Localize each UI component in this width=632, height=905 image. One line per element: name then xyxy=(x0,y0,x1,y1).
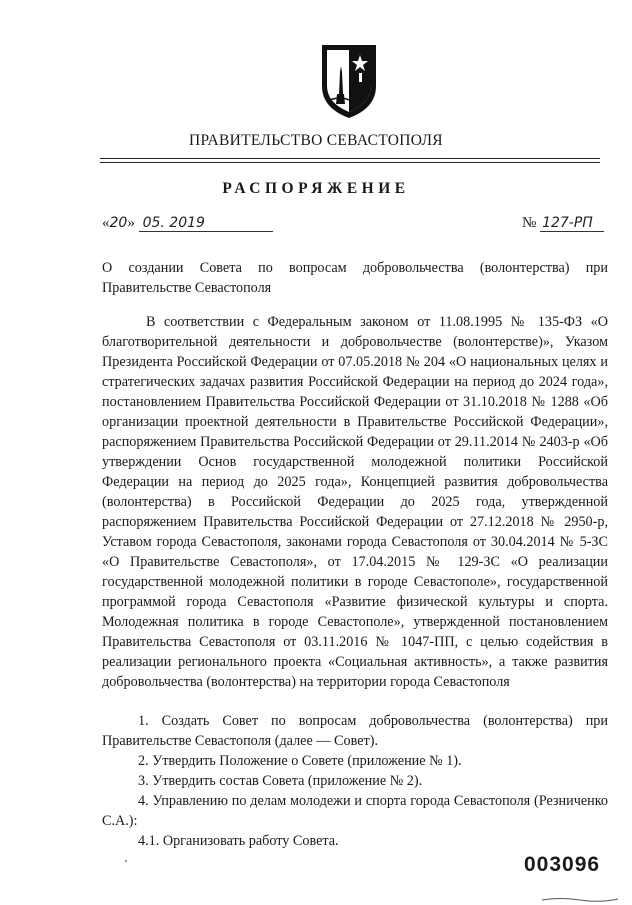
document-number xyxy=(522,215,604,232)
decision-item: 1. Создать Совет по вопросам добровольчества (волонтерства) при Правительстве Севастополя (далее — Совет). xyxy=(102,713,608,749)
decision-item: 3. Утвердить состав Совета (приложение № 2). xyxy=(138,773,423,789)
government-title: ПРАВИТЕЛЬСТВО СЕВАСТОПОЛЯ xyxy=(189,132,443,149)
date-close-quote: » xyxy=(127,215,135,231)
preamble-paragraph: В соответствии с Федеральным законом от 11.08.1995 № 135-ФЗ «О благотворительной деятельности и добровольчестве (волонтерстве)», Указом Президента Российской Федерации от 07.05.2018 № 204 «О национальных целях и стратегических задачах развития Российской Федерации на период до 2024 года», постановлением Правительства Российской Федерации от 31.10.2018 № 1288 «Об организации проектной деятельности в Правительстве Российской Федерации», распоряжением Правительства Российской Федерации от 29.11.2014 № 2403-р «Об утверждении Основ государственной молодежной политики Российской Федерации на период до 2025 года», Концепцией развития добровольчества (волонтерства) в Российской Федерации до 2025 года, утвержденной распоряжением Правительства Российской Федерации от 27.12.2018 № 2950-р, Уставом города Севастополя, законами города Севастополя от 30.04.2014 № 5-ЗС «О Правительстве Севастополя», от 17.04.2015 № 129-ЗС «О реализации государственной молодежной политики в городе Севастополе», государственной программой города Севастополя «Развитие физической культуры и спорта. Молодежная политика в городе Севастополе», утвержденной постановлением Правительства Севастополя от 03.11.2016 № 1047-ПП, с целью содействия в реализации регионального проекта «Социальная активность», а также развития добровольчества (волонтерства) на территории города Севастополя xyxy=(102,314,608,690)
scan-edge-mark xyxy=(540,896,620,902)
date-open-quote: « xyxy=(102,215,110,231)
decision-items xyxy=(102,711,608,851)
number-prefix: № xyxy=(522,215,537,231)
sevastopol-coat-of-arms-icon xyxy=(318,42,380,120)
decision-item: 4.1. Организовать работу Совета. xyxy=(138,833,339,849)
document-subject: О создании Совета по вопросам добровольчества (волонтерства) при Правительстве Севастополя xyxy=(102,260,608,296)
date-day: 20 xyxy=(109,215,128,231)
document-date xyxy=(102,215,273,232)
form-serial-number: 003096 xyxy=(524,853,601,876)
document-type-title: РАСПОРЯЖЕНИЕ xyxy=(222,180,410,197)
decision-item: 4. Управлению по делам молодежи и спорта города Севастополя (Резниченко С.А.): xyxy=(102,793,608,829)
header-divider-thick xyxy=(100,158,600,159)
number-value: 127-РП xyxy=(540,215,604,232)
scan-speck xyxy=(125,860,127,862)
header-divider-thin xyxy=(100,162,600,163)
decision-item: 2. Утвердить Положение о Совете (приложение № 1). xyxy=(138,753,462,769)
date-month-year: 05. 2019 xyxy=(139,215,273,232)
